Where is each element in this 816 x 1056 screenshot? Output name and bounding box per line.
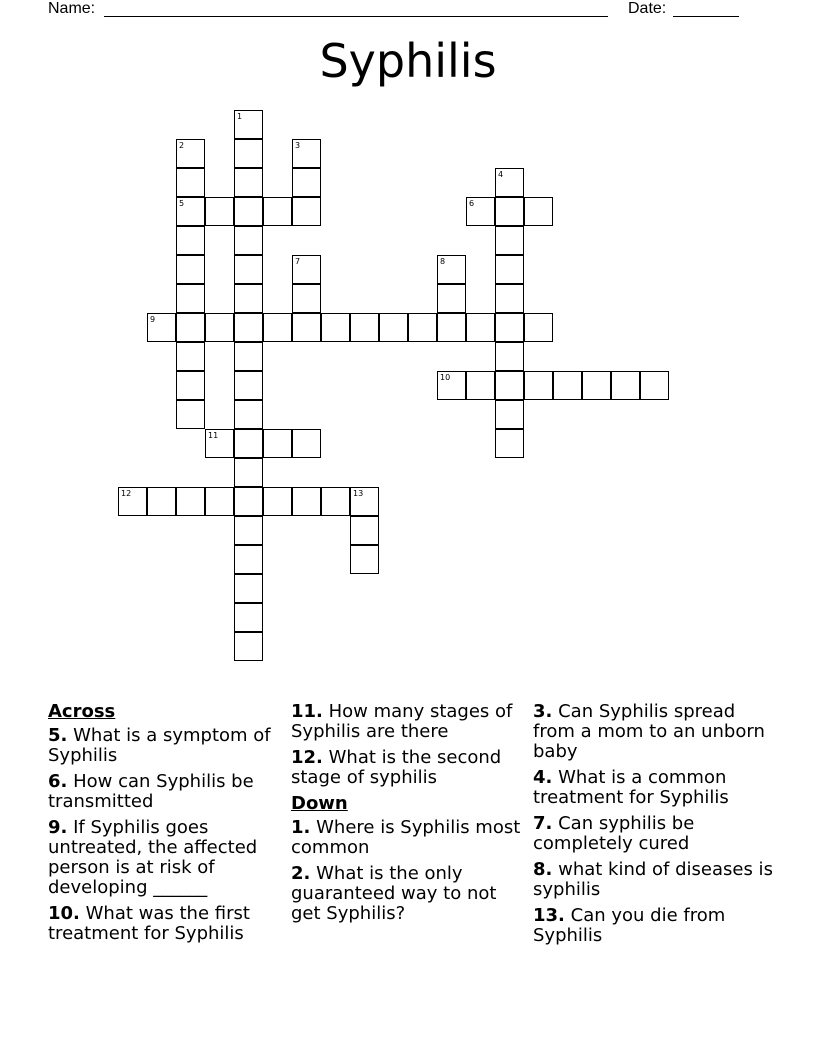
clue-across-11 xyxy=(291,702,523,742)
header xyxy=(48,0,748,20)
clue-text: What is a symptom of Syphilis xyxy=(48,725,271,766)
clue-number-label: 9 xyxy=(150,315,156,324)
name-line[interactable] xyxy=(104,16,608,17)
grid-cell[interactable] xyxy=(234,226,263,255)
clue-number-label: 11 xyxy=(208,431,219,440)
grid-cell[interactable] xyxy=(234,458,263,487)
grid-cell[interactable] xyxy=(524,197,553,226)
clue-text: If Syphilis goes untreated, the affected person is at risk of developing ______ xyxy=(48,817,258,898)
clue-number-label: 7 xyxy=(295,257,301,266)
page-title: Syphilis xyxy=(319,34,497,88)
grid-cell[interactable] xyxy=(524,371,553,400)
grid-cell[interactable] xyxy=(582,371,611,400)
clue-down-1 xyxy=(291,818,523,858)
grid-cell[interactable] xyxy=(176,226,205,255)
clue-across-9 xyxy=(48,818,280,898)
grid-cell[interactable] xyxy=(234,632,263,661)
clue-across-12 xyxy=(291,748,523,788)
grid-cell[interactable] xyxy=(234,400,263,429)
clue-down-3 xyxy=(533,702,773,762)
grid-cell[interactable] xyxy=(292,429,321,458)
grid-cell[interactable] xyxy=(176,284,205,313)
grid-cell[interactable] xyxy=(234,516,263,545)
clue-number: 8. xyxy=(533,859,553,880)
clue-number: 10. xyxy=(48,903,80,924)
grid-cell[interactable] xyxy=(263,197,292,226)
clue-number: 4. xyxy=(533,767,553,788)
grid-cell[interactable] xyxy=(176,487,205,516)
grid-cell[interactable] xyxy=(263,429,292,458)
grid-cell[interactable] xyxy=(205,429,234,458)
clue-text: Can Syphilis spread from a mom to an unborn baby xyxy=(533,701,765,762)
grid-cell[interactable] xyxy=(437,284,466,313)
clue-down-4 xyxy=(533,768,773,808)
grid-cell[interactable] xyxy=(176,313,205,342)
date-line[interactable] xyxy=(673,16,739,17)
grid-cell[interactable] xyxy=(176,197,205,226)
grid-cell[interactable] xyxy=(234,487,263,516)
clue-number-label: 1 xyxy=(237,112,243,121)
clue-text: what kind of diseases is syphilis xyxy=(533,859,773,900)
clue-number: 12. xyxy=(291,747,323,768)
grid-cell[interactable] xyxy=(379,313,408,342)
clue-number: 9. xyxy=(48,817,68,838)
clue-number: 11. xyxy=(291,701,323,722)
grid-cell[interactable] xyxy=(234,342,263,371)
grid-cell[interactable] xyxy=(321,487,350,516)
grid-cell[interactable] xyxy=(350,487,379,516)
grid-cell[interactable] xyxy=(234,110,263,139)
grid-cell[interactable] xyxy=(495,371,524,400)
clue-number-label: 13 xyxy=(353,489,364,498)
clue-number-label: 6 xyxy=(469,199,475,208)
clue-text: What was the first treatment for Syphilis xyxy=(48,903,250,944)
grid-cell[interactable] xyxy=(292,139,321,168)
grid-cell[interactable] xyxy=(466,371,495,400)
grid-cell[interactable] xyxy=(234,603,263,632)
grid-cell[interactable] xyxy=(437,371,466,400)
clue-text: What is the second stage of syphilis xyxy=(291,747,502,788)
grid-cell[interactable] xyxy=(495,284,524,313)
grid-cell[interactable] xyxy=(292,284,321,313)
grid-cell[interactable] xyxy=(640,371,669,400)
clue-across-10 xyxy=(48,904,280,944)
grid-cell[interactable] xyxy=(292,255,321,284)
clue-column-3 xyxy=(533,702,773,952)
clue-down-8 xyxy=(533,860,773,900)
grid-cell[interactable] xyxy=(205,197,234,226)
clue-text: Can you die from Syphilis xyxy=(533,905,726,946)
grid-cell[interactable] xyxy=(234,429,263,458)
grid-cell[interactable] xyxy=(495,226,524,255)
grid-cell[interactable] xyxy=(292,487,321,516)
clue-number-label: 10 xyxy=(440,373,451,382)
clue-number-label: 12 xyxy=(121,489,132,498)
grid-cell[interactable] xyxy=(350,313,379,342)
grid-cell[interactable] xyxy=(408,313,437,342)
grid-cell[interactable] xyxy=(234,545,263,574)
grid-cell[interactable] xyxy=(292,197,321,226)
grid-cell[interactable] xyxy=(495,429,524,458)
grid-cell[interactable] xyxy=(176,371,205,400)
grid-cell[interactable] xyxy=(350,545,379,574)
clue-number-label: 4 xyxy=(498,170,504,179)
grid-cell[interactable] xyxy=(118,487,147,516)
grid-cell[interactable] xyxy=(437,313,466,342)
grid-cell[interactable] xyxy=(176,139,205,168)
grid-cell[interactable] xyxy=(495,197,524,226)
clue-across-5 xyxy=(48,726,280,766)
clue-number-label: 3 xyxy=(295,141,301,150)
grid-cell[interactable] xyxy=(495,255,524,284)
grid-cell[interactable] xyxy=(147,313,176,342)
grid-cell[interactable] xyxy=(553,371,582,400)
grid-cell[interactable] xyxy=(205,313,234,342)
grid-cell[interactable] xyxy=(437,255,466,284)
grid-cell[interactable] xyxy=(495,168,524,197)
clue-text: Where is Syphilis most common xyxy=(291,817,521,858)
grid-cell[interactable] xyxy=(292,313,321,342)
grid-cell[interactable] xyxy=(234,168,263,197)
clue-number: 3. xyxy=(533,701,553,722)
name-label: Name: xyxy=(48,0,96,17)
grid-cell[interactable] xyxy=(234,574,263,603)
clue-text: How many stages of Syphilis are there xyxy=(291,701,513,742)
clue-across-6 xyxy=(48,772,280,812)
grid-cell[interactable] xyxy=(524,313,553,342)
grid-cell[interactable] xyxy=(263,313,292,342)
clue-down-2 xyxy=(291,864,523,924)
across-heading: Across xyxy=(48,701,116,722)
grid-cell[interactable] xyxy=(234,139,263,168)
clue-text: What is the only guaranteed way to not get Syphilis? xyxy=(291,863,497,924)
grid-cell[interactable] xyxy=(495,400,524,429)
grid-cell[interactable] xyxy=(147,487,176,516)
grid-cell[interactable] xyxy=(234,371,263,400)
down-heading: Down xyxy=(291,793,348,814)
grid-cell[interactable] xyxy=(176,168,205,197)
clue-number: 1. xyxy=(291,817,311,838)
grid-cell[interactable] xyxy=(234,197,263,226)
grid-cell[interactable] xyxy=(292,168,321,197)
grid-cell[interactable] xyxy=(176,255,205,284)
clue-column-2 xyxy=(291,702,523,930)
grid-cell[interactable] xyxy=(234,255,263,284)
grid-cell[interactable] xyxy=(321,313,350,342)
clue-down-7 xyxy=(533,814,773,854)
grid-cell[interactable] xyxy=(234,284,263,313)
clue-number: 6. xyxy=(48,771,68,792)
grid-cell[interactable] xyxy=(495,342,524,371)
grid-cell[interactable] xyxy=(176,342,205,371)
clue-down-13 xyxy=(533,906,773,946)
grid-cell[interactable] xyxy=(466,197,495,226)
clue-number: 13. xyxy=(533,905,565,926)
grid-cell[interactable] xyxy=(205,487,234,516)
clue-number: 5. xyxy=(48,725,68,746)
clue-number: 7. xyxy=(533,813,553,834)
clue-column-1 xyxy=(48,702,280,950)
grid-cell[interactable] xyxy=(234,313,263,342)
clue-text: How can Syphilis be transmitted xyxy=(48,771,254,812)
clue-number-label: 5 xyxy=(179,199,185,208)
grid-cell[interactable] xyxy=(176,400,205,429)
date-label: Date: xyxy=(628,0,667,17)
clue-number-label: 8 xyxy=(440,257,446,266)
clue-text: Can syphilis be completely cured xyxy=(533,813,695,854)
grid-cell[interactable] xyxy=(611,371,640,400)
grid-cell[interactable] xyxy=(350,516,379,545)
clue-number: 2. xyxy=(291,863,311,884)
grid-cell[interactable] xyxy=(495,313,524,342)
grid-cell[interactable] xyxy=(263,487,292,516)
clue-text: What is a common treatment for Syphilis xyxy=(533,767,729,808)
grid-cell[interactable] xyxy=(466,313,495,342)
clue-number-label: 2 xyxy=(179,141,185,150)
